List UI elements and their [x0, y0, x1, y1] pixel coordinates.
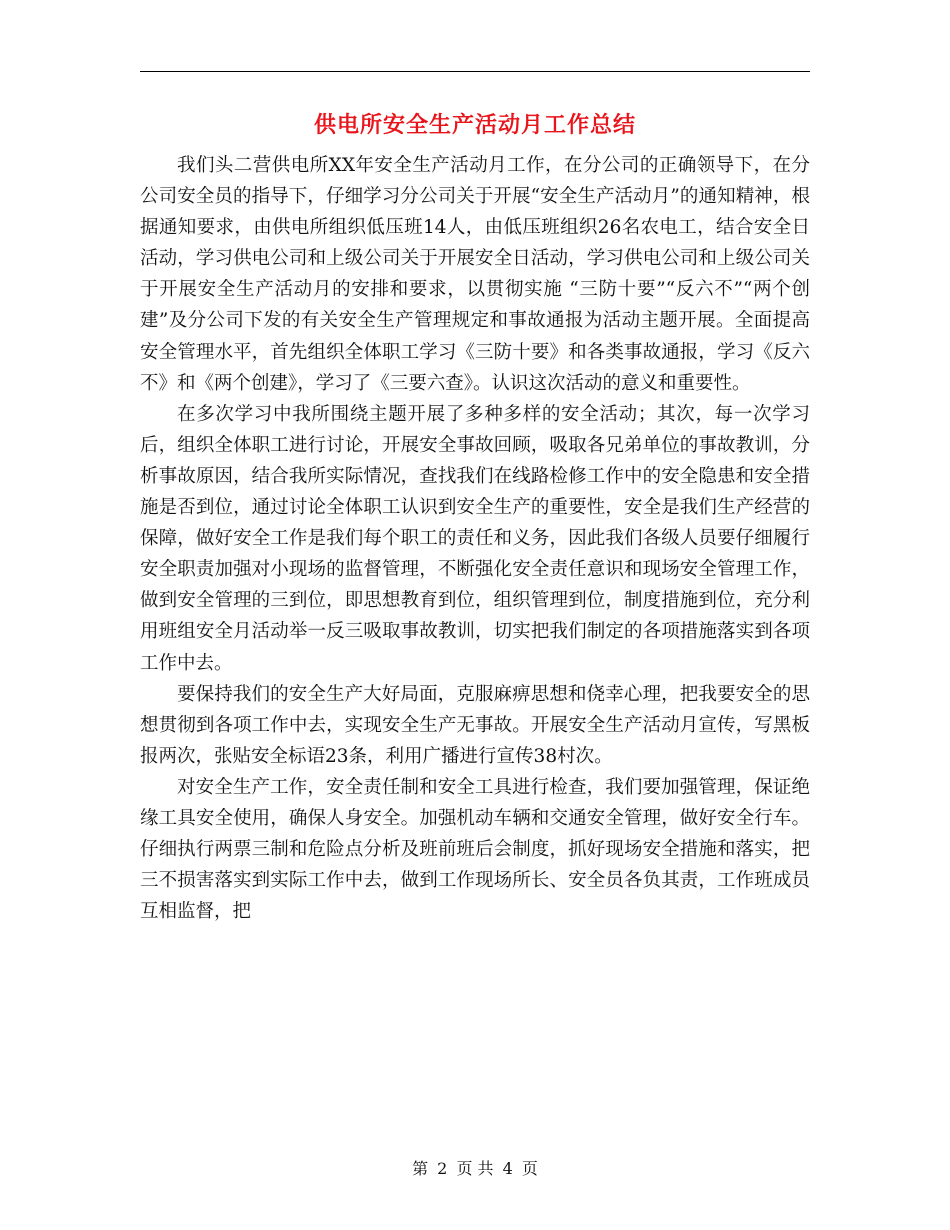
footer-suffix: 页 — [521, 1159, 538, 1178]
paragraph-3: 要保持我们的安全生产大好局面，克服麻痹思想和侥幸心理，把我要安全的思想贯彻到各项工作中去，实现安全生产无事故。开展安全生产活动月宣传，写黑板报两次，张贴安全标语23条，利用广播进行宣传38村次。 — [140, 683, 810, 767]
paragraph-1: 我们头二营供电所XX年安全生产活动月工作，在分公司的正确领导下，在分公司安全员的指导下，仔细学习分公司关于开展“安全生产活动月”的通知精神，根据通知要求，由供电所组织低压班14人，由低压班组织26名农电工，结合安全日活动，学习供电公司和上级公司关于开展安全日活动，学习供电公司和上级公司关于开展安全生产活动月的安排和要求，以贯彻实施 “三防十要”“反六不”“两个创建”及分公司下发的有关安全生产管理规定和事故通报为活动主题开展。全面提高安全管理水平，首先组织全体职工学习《三防十要》和各类事故通报，学习《反六不》和《两个创建》，学习了《三要六查》。认识这次活动的意义和重要性。 — [140, 155, 810, 394]
footer-middle: 页 共 — [456, 1159, 494, 1178]
header-rule — [140, 71, 810, 72]
paragraph-2: 在多次学习中我所围绕主题开展了多种多样的安全活动；其次，每一次学习后，组织全体职工进行讨论，开展安全事故回顾，吸取各兄弟单位的事故教训，分析事故原因，结合我所实际情况，查找我们在线路检修工作中的安全隐患和安全措施是否到位，通过讨论全体职工认识到安全生产的重要性，安全是我们生产经营的保障，做好安全工作是我们每个职工的责任和义务，因此我们各级人员要仔细履行安全职责加强对小现场的监督管理，不断强化安全责任意识和现场安全管理工作，做到安全管理的三到位，即思想教育到位，组织管理到位，制度措施到位，充分利用班组安全月活动举一反三吸取事故教训，切实把我们制定的各项措施落实到各项工作中去。 — [140, 403, 810, 674]
footer-page-number: 2 — [437, 1159, 448, 1178]
footer-total-pages: 4 — [502, 1159, 513, 1178]
footer-prefix: 第 — [412, 1159, 429, 1178]
document-title: 供电所安全生产活动月工作总结 — [313, 112, 636, 138]
document-body — [140, 150, 810, 927]
paragraph-4: 对安全生产工作，安全责任制和安全工具进行检查，我们要加强管理，保证绝缘工具安全使用，确保人身安全。加强机动车辆和交通安全管理，做好安全行车。仔细执行两票三制和危险点分析及班前班后会制度，抓好现场安全措施和落实，把三不损害落实到实际工作中去，做到工作现场所长、安全员各负其责，工作班成员互相监督，把 — [140, 776, 810, 923]
page-footer — [0, 1156, 950, 1179]
